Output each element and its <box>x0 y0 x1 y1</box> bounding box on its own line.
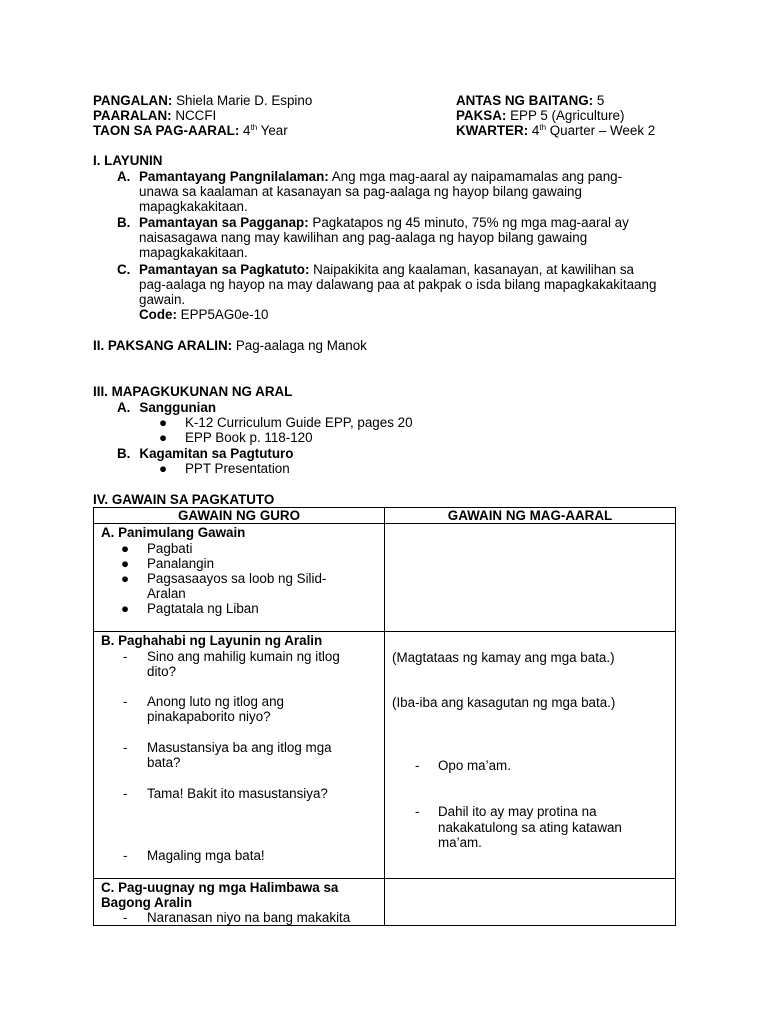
dash-marker: - <box>123 910 128 925</box>
list-item: Panalangin <box>147 556 215 571</box>
list-item: Anong luto ng itlog ang <box>147 694 284 709</box>
list-item: Tama! Bakit ito masustansiya? <box>147 786 328 801</box>
list-item: Pagsasaayos sa loob ng Silid- <box>147 571 327 586</box>
list-item: Pagbati <box>147 541 193 556</box>
cell-paghahabi-guro <box>94 632 385 879</box>
bullet-icon: ● <box>121 601 130 616</box>
bullet-icon: ● <box>159 430 168 445</box>
list-item: Sino ang mahilig kumain ng itlog <box>147 649 340 664</box>
table-row <box>94 632 676 879</box>
dash-marker: - <box>123 740 128 755</box>
cell-paghahabi-mag-aaral <box>385 632 676 879</box>
list-item: ● K-12 Curriculum Guide EPP, pages 20 <box>159 415 413 430</box>
table-row <box>94 524 676 632</box>
student-response: nakakatulong sa ating katawan <box>438 820 622 835</box>
layunin-item-a: A. Pamantayang Pangnilalaman: Ang mga mag-aaral ay naipamamalas ang pang-unawa sa kaalaman at kasanayan sa pag-aalaga ng hayop bilang gawaing mapagkakakitaan. <box>117 169 623 214</box>
cell-panimulang-mag-aaral <box>385 524 676 632</box>
table-row <box>94 879 676 926</box>
competency-code: Code: EPP5AG0e-10 <box>139 307 269 322</box>
layunin-item-c: C. Pamantayan sa Pagkatuto: Naipakikita ang kaalaman, kasanayan, at kawilihan sa pag-aalaga ng hayop na may dalawang paa at pakpak o isda bilang mapagkakakitaang gawain. <box>117 262 657 307</box>
row-title-a: A. Panimulang Gawain <box>101 525 246 540</box>
table-header-row <box>94 508 676 524</box>
list-item: pinakapaborito niyo? <box>147 709 271 724</box>
quarter-field: KWARTER: 4th Quarter – Week 2 <box>456 123 656 138</box>
header-row-1 <box>93 93 683 108</box>
section-heading-gawain: IV. GAWAIN SA PAGKATUTO <box>93 492 275 507</box>
bullet-icon: ● <box>121 571 130 586</box>
dash-marker: - <box>123 694 128 709</box>
layunin-item-b: B. Pamantayan sa Pagganap: Pagkatapos ng 45 minuto, 75% ng mga mag-aaral ay naisasagawa nang may kawilihan ang pag-aalaga ng hayop bilang gawaing mapagkakakitaan. <box>117 215 629 260</box>
cell-panimulang-gawain <box>94 524 385 632</box>
column-header-guro: GAWAIN NG GURO <box>94 508 385 524</box>
bullet-icon: ● <box>159 461 168 476</box>
activity-table <box>93 507 676 926</box>
section-heading-layunin: I. LAYUNIN <box>93 153 163 168</box>
dash-marker: - <box>415 758 420 773</box>
dash-marker: - <box>123 848 128 863</box>
section-heading-mapagkukunan: III. MAPAGKUKUNAN NG ARAL <box>93 384 293 399</box>
list-item: Pagtatala ng Liban <box>147 601 259 616</box>
kagamitan-heading: B. Kagamitan sa Pagtuturo <box>117 446 294 461</box>
row-title-c-line2: Bagong Aralin <box>101 895 193 910</box>
student-response: Dahil ito ay may protina na <box>438 804 597 819</box>
list-item: ● PPT Presentation <box>159 461 290 476</box>
list-item: bata? <box>147 755 181 770</box>
grade-field: ANTAS NG BAITANG: 5 <box>456 93 605 108</box>
dash-marker: - <box>415 804 420 819</box>
student-response: (Iba-iba ang kasagutan ng mga bata.) <box>392 695 616 710</box>
sanggunian-heading: A. Sanggunian <box>117 400 217 415</box>
bullet-icon: ● <box>121 541 130 556</box>
dash-marker: - <box>123 786 128 801</box>
list-item: dito? <box>147 664 177 679</box>
name-field: PANGALAN: Shiela Marie D. Espino <box>93 93 313 108</box>
bullet-icon: ● <box>121 556 130 571</box>
bullet-icon: ● <box>159 415 168 430</box>
student-response: ma’am. <box>438 835 482 850</box>
school-field: PAARALAN: NCCFI <box>93 108 217 123</box>
cell-pag-uugnay-guro <box>94 879 385 926</box>
header-row-3 <box>93 123 683 138</box>
row-title-c-line1: C. Pag-uugnay ng mga Halimbawa sa <box>101 880 339 895</box>
list-item: ● EPP Book p. 118-120 <box>159 430 313 445</box>
column-header-mag-aaral: GAWAIN NG MAG-AARAL <box>385 508 676 524</box>
cell-pag-uugnay-mag-aaral <box>385 879 676 926</box>
list-item: Masustansiya ba ang itlog mga <box>147 740 332 755</box>
header-row-2 <box>93 108 683 123</box>
school-year-field: TAON SA PAG-AARAL: 4th Year <box>93 123 288 138</box>
paksang-aralin: II. PAKSANG ARALIN: Pag-aalaga ng Manok <box>93 338 367 353</box>
subject-field: PAKSA: EPP 5 (Agriculture) <box>456 108 625 123</box>
list-item: Naranasan niyo na bang makakita <box>147 910 351 925</box>
student-response: Opo ma’am. <box>438 758 511 773</box>
row-title-b: B. Paghahabi ng Layunin ng Aralin <box>101 633 323 648</box>
list-item: Magaling mga bata! <box>147 848 265 863</box>
list-item: Aralan <box>147 586 186 601</box>
dash-marker: - <box>123 649 128 664</box>
student-response: (Magtataas ng kamay ang mga bata.) <box>392 650 615 665</box>
